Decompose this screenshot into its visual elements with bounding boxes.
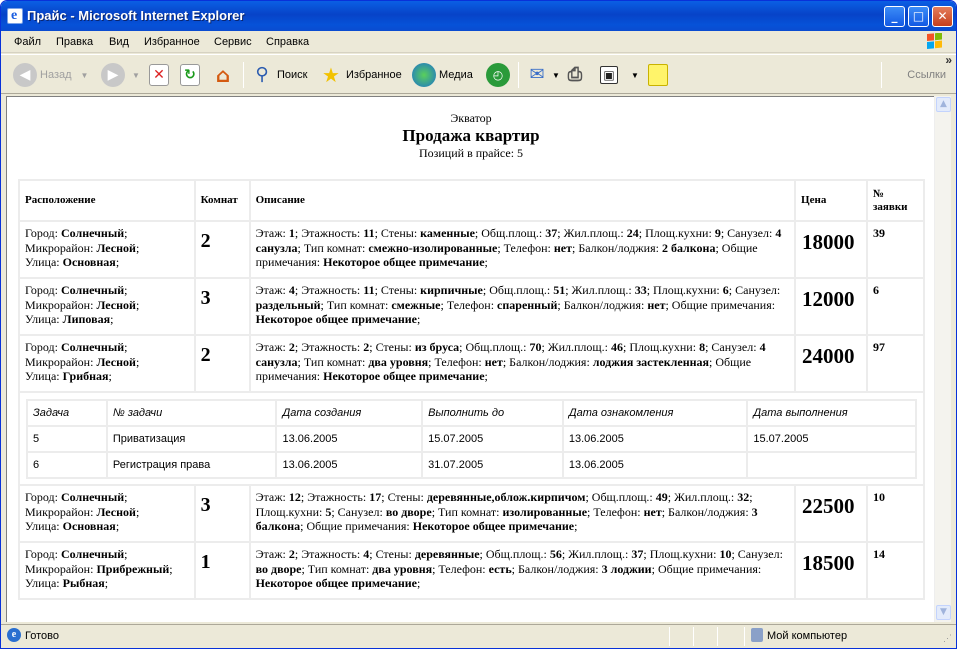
- location-district: Прибрежный: [96, 561, 170, 576]
- description-value: Некоторое общее примечание: [412, 519, 575, 533]
- location-label: Город:: [25, 283, 61, 297]
- location-cell: Город: Солнечный; Микрорайон: Лесной; Улица: Основная;: [19, 221, 195, 278]
- forward-button[interactable]: [101, 61, 140, 89]
- description-value: нет: [553, 240, 573, 255]
- description-value: 70: [529, 340, 542, 354]
- description-text: ;: [484, 369, 488, 383]
- description-text: ;: [484, 255, 488, 269]
- description-value: смежно-изолированные: [368, 240, 498, 255]
- refresh-button[interactable]: [180, 61, 200, 89]
- toolbar-separator: [518, 62, 519, 88]
- description-value: нет: [643, 504, 662, 519]
- tasks-header-cell: Задача: [27, 400, 107, 426]
- table-row: [19, 221, 924, 278]
- header-rooms: Комнат: [195, 180, 250, 221]
- description-text: ; Санузел:: [705, 340, 760, 354]
- description-text: ; Стены:: [381, 490, 427, 504]
- mail-button[interactable]: [525, 61, 560, 89]
- search-icon: ⚲: [255, 64, 269, 85]
- task-cell: 13.06.2005: [563, 426, 748, 452]
- description-value: нет: [484, 354, 503, 369]
- description-text: ; Общ.площ.:: [474, 226, 546, 240]
- description-value: 32: [737, 490, 750, 504]
- description-text: ; Тип комнат:: [431, 504, 503, 519]
- location-label: Улица:: [25, 369, 63, 383]
- description-text: ; Жил.площ.:: [565, 283, 635, 297]
- media-globe-icon: [412, 63, 436, 87]
- description-value: 49: [655, 490, 668, 504]
- description-text: ; Площ.кухни:: [623, 340, 700, 354]
- tasks-table: [26, 399, 917, 479]
- description-text: ; Балкон/лоджия:: [572, 240, 662, 255]
- description-value: 4: [288, 283, 295, 297]
- forward-arrow-icon: ▶: [101, 63, 125, 87]
- items-count: Позиций в прайсе: 5: [418, 146, 524, 160]
- description-value: 33: [634, 283, 647, 297]
- order-number-cell: 97: [867, 335, 924, 392]
- description-text: ; Площ.кухни:: [643, 547, 720, 561]
- description-text: ; Общ.площ.:: [482, 283, 554, 297]
- search-button[interactable]: [250, 61, 307, 89]
- resize-grip-icon[interactable]: ⋰: [943, 633, 952, 643]
- description-text: ; Этажность:: [300, 490, 370, 504]
- description-text: ; Балкон/лоджия:: [502, 354, 593, 369]
- description-text: ; Стены:: [369, 340, 415, 354]
- description-value: Некоторое общее примечание: [255, 576, 417, 590]
- vertical-scrollbar[interactable]: [934, 96, 951, 622]
- location-label: Микрорайон:: [25, 504, 97, 519]
- back-dropdown-icon[interactable]: ▼: [80, 70, 89, 80]
- description-text: Этаж:: [255, 490, 289, 504]
- header-price: Цена: [795, 180, 867, 221]
- price-cell: 18500: [795, 542, 867, 599]
- location-label: Микрорайон:: [25, 561, 97, 576]
- search-label: Поиск: [277, 69, 308, 81]
- location-label: Город:: [25, 226, 61, 240]
- tasks-row-item: [27, 426, 916, 452]
- description-text: ;: [417, 312, 421, 326]
- description-value: смежные: [391, 297, 441, 312]
- price-cell: 18000: [795, 221, 867, 278]
- discuss-button[interactable]: [648, 61, 668, 89]
- description-value: два уровня: [372, 561, 433, 576]
- task-cell: 15.07.2005: [422, 426, 563, 452]
- security-zone: Мой компьютер: [767, 630, 848, 642]
- maximize-button[interactable]: □: [908, 6, 929, 27]
- rooms-cell: 3: [195, 278, 250, 335]
- menu-edit[interactable]: Правка: [56, 36, 94, 48]
- order-number-cell: 6: [867, 278, 924, 335]
- window-title: Прайс - Microsoft Internet Explorer: [27, 8, 245, 23]
- location-label: Микрорайон:: [25, 297, 97, 312]
- description-text: ; Общие примечания:: [255, 354, 752, 383]
- description-value: 2: [288, 547, 295, 561]
- description-text: ; Общие примечания:: [665, 297, 776, 312]
- print-button[interactable]: [563, 61, 587, 89]
- description-text: ; Тип комнат:: [297, 240, 369, 255]
- description-text: ; Санузел:: [331, 504, 386, 519]
- description-text: ; Балкон/лоджия:: [511, 561, 602, 576]
- description-value: 56: [549, 547, 562, 561]
- back-button[interactable]: [13, 61, 88, 89]
- description-value: 37: [545, 226, 558, 240]
- location-label: Город:: [25, 340, 61, 354]
- description-value: каменные: [420, 226, 475, 240]
- description-value: 6: [722, 283, 729, 297]
- menu-help[interactable]: Справка: [266, 36, 310, 48]
- description-text: ; Телефон:: [428, 354, 485, 369]
- description-value: кирпичные: [420, 283, 483, 297]
- stop-button[interactable]: [149, 61, 169, 89]
- home-icon: ⌂: [215, 63, 231, 87]
- history-icon: ◴: [486, 63, 510, 87]
- location-city: Солнечный: [60, 547, 125, 561]
- tasks-header-cell: Дата ознакомления: [563, 400, 748, 426]
- media-label: Медиа: [439, 69, 473, 81]
- menu-file[interactable]: Файл: [14, 36, 42, 48]
- links-button[interactable]: Ссылки: [907, 69, 946, 81]
- description-text: ; Площ.кухни:: [646, 283, 723, 297]
- description-value: из бруса: [414, 340, 460, 354]
- description-text: ; Жил.площ.:: [557, 226, 627, 240]
- edit-dropdown-icon[interactable]: ▼: [631, 70, 639, 80]
- favorites-star-icon: ★: [322, 63, 340, 87]
- minimize-button[interactable]: _: [884, 6, 905, 27]
- location-label: Город:: [25, 490, 61, 504]
- toolbar: [1, 54, 956, 94]
- description-value: два уровня: [368, 354, 429, 369]
- ie-page-icon: e: [7, 8, 23, 24]
- description-value: лоджия застекленная: [592, 354, 710, 369]
- description-text: ; Жил.площ.:: [667, 490, 738, 504]
- description-cell: [250, 221, 795, 278]
- location-street: Рыбная: [62, 576, 105, 590]
- description-text: ; Телефон:: [497, 240, 554, 255]
- location-label: Микрорайон:: [25, 240, 97, 255]
- description-value: 37: [631, 547, 644, 561]
- location-district: Лесной: [96, 354, 136, 369]
- description-value: 2 балкона: [661, 240, 716, 255]
- description-value: 46: [611, 340, 623, 354]
- title-bar[interactable]: [1, 1, 956, 31]
- tasks-cell: [19, 392, 924, 485]
- description-value: Некоторое общее примечание: [255, 312, 417, 326]
- description-text: ; Телефон:: [587, 504, 644, 519]
- table-row: [19, 335, 924, 392]
- description-text: ; Этажность:: [294, 340, 364, 354]
- description-value: 9: [714, 226, 721, 240]
- price-cell: 24000: [795, 335, 867, 392]
- description-value: 24: [626, 226, 639, 240]
- location-cell: Город: Солнечный; Микрорайон: Прибрежный; Улица: Рыбная;: [19, 542, 195, 599]
- status-divider: [669, 627, 670, 646]
- description-text: ; Тип комнат:: [297, 354, 369, 369]
- description-value: деревянные,облож.кирпичом: [426, 490, 586, 504]
- description-value: 2: [288, 340, 295, 354]
- note-icon: [648, 64, 668, 86]
- task-cell: 13.06.2005: [563, 452, 748, 478]
- description-value: 2: [363, 340, 370, 354]
- favorites-button[interactable]: [319, 61, 402, 89]
- description-value: есть: [488, 561, 512, 576]
- refresh-icon: ↻: [180, 64, 200, 86]
- price-cell: 22500: [795, 485, 867, 542]
- description-value: деревянные: [414, 547, 480, 561]
- description-text: ; Тип комнат:: [301, 561, 373, 576]
- description-text: Этаж:: [255, 226, 289, 240]
- header-description: Описание: [250, 180, 795, 221]
- description-value: Некоторое общее примечание: [323, 255, 485, 269]
- description-text: ; Стены:: [374, 283, 421, 297]
- description-text: ; Балкон/лоджия:: [661, 504, 752, 519]
- page-content: [6, 96, 934, 622]
- home-button[interactable]: [211, 61, 235, 89]
- scroll-up-icon[interactable]: ▲: [936, 97, 951, 112]
- page-title: Продажа квартир: [402, 126, 540, 145]
- edit-page-icon: ▣: [600, 66, 618, 84]
- close-button[interactable]: ✕: [932, 6, 953, 27]
- tasks-row: [19, 392, 924, 485]
- description-value: нет: [647, 297, 666, 312]
- price-table: [18, 179, 925, 600]
- task-cell: 13.06.2005: [276, 426, 422, 452]
- description-value: во дворе: [385, 504, 432, 519]
- price-cell: 12000: [795, 278, 867, 335]
- rooms-cell: 1: [195, 542, 250, 599]
- order-number-cell: 39: [867, 221, 924, 278]
- description-text: Этаж:: [255, 340, 289, 354]
- description-value: во дворе: [255, 561, 302, 576]
- location-label: Город:: [25, 547, 61, 561]
- description-value: 12: [288, 490, 301, 504]
- task-cell: 13.06.2005: [276, 452, 422, 478]
- toolbar-separator: [881, 62, 882, 88]
- rooms-cell: 2: [195, 221, 250, 278]
- description-cell: [250, 542, 795, 599]
- description-text: ; Этажность:: [294, 547, 364, 561]
- description-value: 4: [363, 547, 370, 561]
- location-city: Солнечный: [60, 490, 125, 504]
- description-value: спаренный: [497, 297, 558, 312]
- print-icon: ⎙: [567, 64, 583, 85]
- description-value: 8: [699, 340, 706, 354]
- description-text: ; Площ.кухни:: [638, 226, 715, 240]
- location-city: Солнечный: [60, 283, 125, 297]
- description-text: ; Жил.площ.:: [541, 340, 611, 354]
- task-cell: 6: [27, 452, 107, 478]
- location-district: Лесной: [96, 297, 136, 312]
- history-button[interactable]: [486, 61, 510, 89]
- status-bar: [1, 624, 956, 648]
- status-divider: [693, 627, 694, 646]
- description-value: 1: [288, 226, 295, 240]
- description-value: 10: [719, 547, 732, 561]
- location-cell: Город: Солнечный; Микрорайон: Лесной; Улица: Основная;: [19, 485, 195, 542]
- location-city: Солнечный: [60, 226, 125, 240]
- location-city: Солнечный: [60, 340, 125, 354]
- location-street: Основная: [62, 519, 116, 533]
- header-row: [19, 180, 924, 221]
- description-value: 3 лоджии: [601, 561, 652, 576]
- description-value: изолированные: [502, 504, 588, 519]
- location-cell: Город: Солнечный; Микрорайон: Лесной; Улица: Грибная;: [19, 335, 195, 392]
- mail-icon: ✉: [529, 64, 545, 85]
- task-cell: Приватизация: [107, 426, 277, 452]
- table-row: [19, 278, 924, 335]
- status-divider: [744, 627, 745, 646]
- table-row: [19, 485, 924, 542]
- location-district: Лесной: [96, 504, 136, 519]
- price-table-body: [19, 180, 924, 599]
- favorites-label: Избранное: [346, 69, 402, 81]
- header-order-no: № заявки: [867, 180, 924, 221]
- description-text: ; Этажность:: [294, 226, 364, 240]
- description-text: ; Санузел:: [720, 226, 776, 240]
- description-value: 5: [325, 504, 332, 519]
- tasks-row-item: [27, 452, 916, 478]
- description-text: ; Телефон:: [432, 561, 489, 576]
- order-number-cell: 10: [867, 485, 924, 542]
- toolbar-chevron-icon[interactable]: »: [945, 53, 952, 67]
- description-text: ; Общие примечания:: [255, 240, 758, 269]
- description-text: ; Санузел:: [731, 547, 783, 561]
- description-value: 4 санузла: [255, 226, 782, 255]
- description-cell: [250, 485, 795, 542]
- description-text: ; Общ.площ.:: [585, 490, 656, 504]
- description-text: ; Тип комнат:: [320, 297, 392, 312]
- description-value: 3 балкона: [255, 504, 758, 533]
- status-divider: [717, 627, 718, 646]
- description-text: ; Общ.площ.:: [459, 340, 530, 354]
- back-label: Назад: [40, 69, 72, 81]
- rooms-cell: 3: [195, 485, 250, 542]
- description-text: Этаж:: [255, 283, 289, 297]
- scroll-down-icon[interactable]: ▼: [936, 605, 951, 620]
- description-value: 51: [553, 283, 566, 297]
- description-text: ; Общие примечания:: [651, 561, 762, 576]
- my-computer-icon: [751, 628, 763, 642]
- menu-bar: [1, 31, 956, 53]
- description-text: ;: [574, 519, 578, 533]
- description-value: Некоторое общее примечание: [323, 369, 485, 383]
- media-button[interactable]: [412, 61, 473, 89]
- description-cell: [250, 335, 795, 392]
- menu-favorites[interactable]: Избранное: [144, 36, 200, 48]
- tasks-header-cell: Дата создания: [276, 400, 422, 426]
- description-value: 4 санузла: [255, 340, 766, 369]
- company-name: Экватор: [450, 111, 492, 125]
- location-label: Улица:: [25, 312, 63, 326]
- task-cell: [747, 452, 916, 478]
- location-district: Лесной: [96, 240, 136, 255]
- header-location: Расположение: [19, 180, 195, 221]
- location-label: Улица:: [25, 255, 63, 269]
- forward-dropdown-icon[interactable]: ▼: [132, 70, 140, 80]
- tasks-header-row: [27, 400, 916, 426]
- location-label: Микрорайон:: [25, 354, 97, 369]
- tasks-header-cell: № задачи: [107, 400, 277, 426]
- location-cell: Город: Солнечный; Микрорайон: Лесной; Улица: Липовая;: [19, 278, 195, 335]
- description-text: ; Стены:: [374, 226, 421, 240]
- description-text: ; Площ.кухни:: [255, 490, 753, 519]
- page-loaded-icon: e: [7, 628, 21, 642]
- edit-button[interactable]: [600, 61, 639, 89]
- windows-logo-icon: [918, 33, 950, 53]
- menu-tools[interactable]: Сервис: [214, 36, 252, 48]
- description-cell: [250, 278, 795, 335]
- mail-dropdown-icon[interactable]: ▼: [552, 70, 560, 80]
- description-value: раздельный: [255, 297, 321, 312]
- back-arrow-icon: ◀: [13, 63, 37, 87]
- description-text: ; Общие примечания:: [300, 519, 413, 533]
- stop-icon: ✕: [149, 64, 169, 86]
- table-row: [19, 542, 924, 599]
- description-text: Этаж:: [255, 547, 289, 561]
- description-text: ; Жил.площ.:: [561, 547, 632, 561]
- description-text: ; Санузел:: [728, 283, 781, 297]
- description-value: 11: [363, 283, 375, 297]
- location-street: Липовая: [62, 312, 111, 326]
- description-text: ; Стены:: [369, 547, 415, 561]
- location-label: Улица:: [25, 519, 63, 533]
- task-cell: 5: [27, 426, 107, 452]
- task-cell: 31.07.2005: [422, 452, 563, 478]
- location-label: Улица:: [25, 576, 63, 590]
- location-street: Основная: [62, 255, 116, 269]
- description-text: ; Общ.площ.:: [479, 547, 550, 561]
- description-text: ; Балкон/лоджия:: [557, 297, 648, 312]
- tasks-header-cell: Выполнить до: [422, 400, 563, 426]
- status-text: Готово: [25, 630, 59, 642]
- location-street: Грибная: [62, 369, 109, 383]
- task-cell: Регистрация права: [107, 452, 277, 478]
- task-cell: 15.07.2005: [747, 426, 916, 452]
- order-number-cell: 14: [867, 542, 924, 599]
- menu-view[interactable]: Вид: [109, 36, 129, 48]
- description-text: ; Этажность:: [294, 283, 364, 297]
- description-value: 11: [363, 226, 375, 240]
- description-text: ; Телефон:: [440, 297, 498, 312]
- description-text: ;: [417, 576, 421, 590]
- rooms-cell: 2: [195, 335, 250, 392]
- toolbar-separator: [243, 62, 244, 88]
- tasks-header-cell: Дата выполнения: [747, 400, 916, 426]
- description-value: 17: [369, 490, 382, 504]
